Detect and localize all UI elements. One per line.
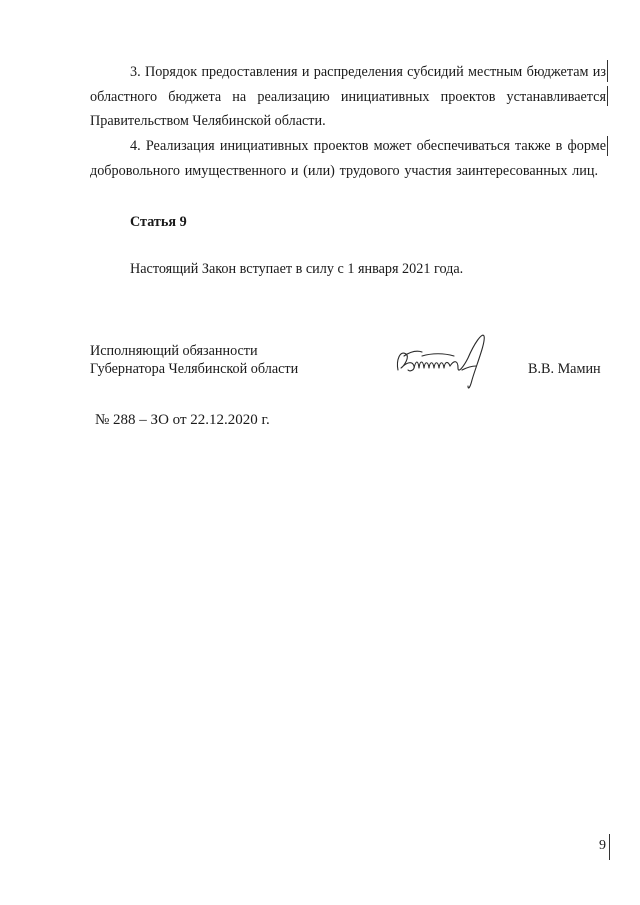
law-reference: № 288 – ЗО от 22.12.2020 г. (95, 412, 270, 428)
article-9-text: Настоящий Закон вступает в силу с 1 января 2021 года. (130, 261, 464, 277)
signatory-position-line-1: Исполняющий обязанности (90, 343, 258, 359)
signatory-name: В.В. Мамин (528, 361, 601, 377)
paragraph-4-line-1: 4. Реализация инициативных проектов может обеспечиваться также в форме (130, 138, 606, 154)
paragraph-4-line-2: добровольного имущественного и (или) трудового участия заинтересованных лиц. (90, 163, 598, 179)
paragraph-3-line-2: областного бюджета на реализацию инициативных проектов устанавливается (90, 89, 606, 105)
paragraph-3-line-3: Правительством Челябинской области. (90, 113, 326, 129)
scan-edge-mark (607, 136, 608, 156)
paragraph-3-line-1: 3. Порядок предоставления и распределения субсидий местным бюджетам из (130, 64, 606, 80)
handwritten-signature (392, 330, 496, 392)
signatory-position-line-2: Губернатора Челябинской области (90, 361, 299, 377)
scan-edge-mark (607, 60, 608, 82)
scan-edge-mark (607, 86, 608, 106)
page-number: 9 (599, 838, 606, 853)
scan-edge-mark (609, 834, 610, 860)
article-9-heading: Статья 9 (130, 214, 187, 230)
